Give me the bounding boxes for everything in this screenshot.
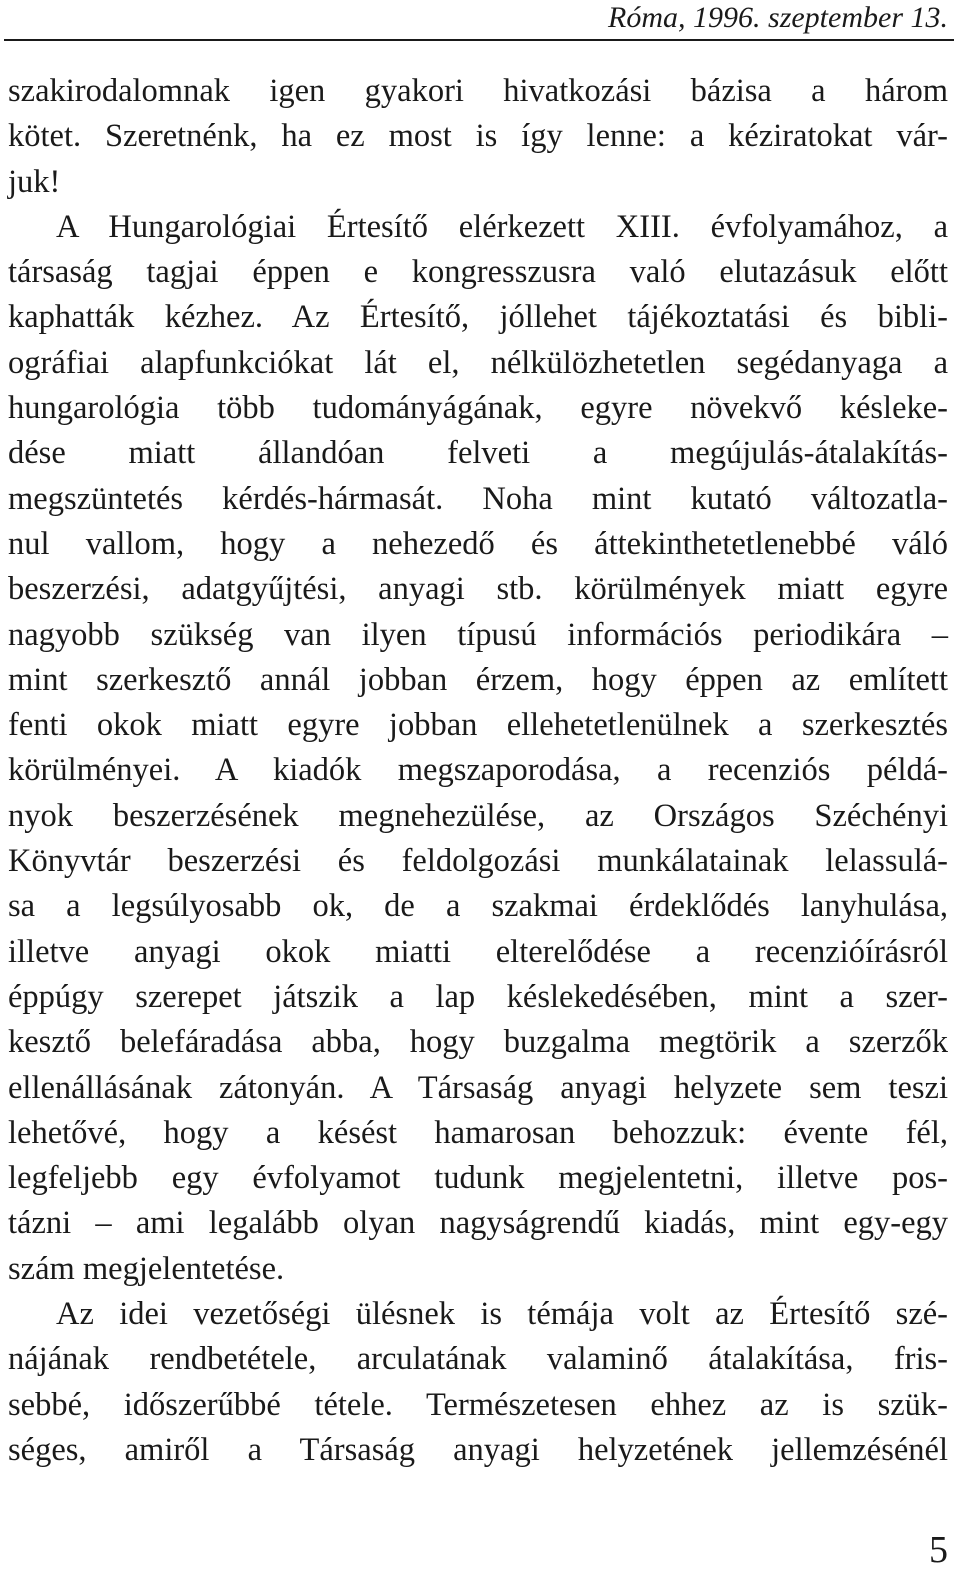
text-line: nyok beszerzésének megnehezülése, az Országos Széchényi xyxy=(8,797,948,834)
text-line: sa a legsúlyosabb ok, de a szakmai érdeklődés lanyhulása, xyxy=(8,888,948,925)
text-line: séges, amiről a Társaság anyagi helyzetének jellemzésénél xyxy=(8,1431,948,1468)
text-line: Az idei vezetőségi ülésnek is témája volt az Értesítő szé- xyxy=(56,1296,948,1333)
body-text xyxy=(8,69,948,1473)
text-line: mint szerkesztő annál jobban érzem, hogy éppen az említett xyxy=(8,661,948,698)
text-line: kesztő belefáradása abba, hogy buzgalma megtörik a szerzők xyxy=(8,1024,948,1061)
text-line: A Hungarológiai Értesítő elérkezett XIII. évfolyamához, a xyxy=(56,208,948,245)
paragraph-2 xyxy=(8,205,948,1292)
text-line: ográfiai alapfunkciókat lát el, nélkülözhetetlen segédanyaga a xyxy=(8,344,948,381)
text-line: sebbé, időszerűbbé tétele. Természetesen ehhez az is szük- xyxy=(8,1386,948,1423)
text-line: fenti okok miatt egyre jobban ellehetetlenülnek a szerkesztés xyxy=(8,707,948,744)
text-line: megszüntetés kérdés-hármasát. Noha mint kutató változatla- xyxy=(8,480,948,517)
text-line: dése miatt állandóan felveti a megújulás-átalakítás- xyxy=(8,435,948,472)
text-line: nagyobb szükség van ilyen típusú információs periodikára – xyxy=(8,616,948,653)
text-line: lehetővé, hogy a késést hamarosan behozzuk: évente fél, xyxy=(8,1114,948,1151)
text-line: nul vallom, hogy a nehezedő és áttekinthetetlenebbé váló xyxy=(8,525,948,562)
text-line: ellenállásának zátonyán. A Társaság anyagi helyzete sem teszi xyxy=(8,1069,948,1106)
text-line: illetve anyagi okok miatti elterelődése a recenzióírásról xyxy=(8,933,948,970)
page-number: 5 xyxy=(929,1529,948,1571)
text-line: hungarológia több tudományágának, egyre növekvő késleke- xyxy=(8,390,948,427)
text-line: Könyvtár beszerzési és feldolgozási munkálatainak lelassulá- xyxy=(8,843,948,880)
text-line: tázni – ami legalább olyan nagyságrendű kiadás, mint egy-egy xyxy=(8,1205,948,1242)
text-line: nájának rendbetétele, arculatának valaminő átalakítása, fris- xyxy=(8,1341,948,1378)
text-line: kaphatták kézhez. Az Értesítő, jóllehet tájékoztatási és bibli- xyxy=(8,299,948,336)
text-line: juk! xyxy=(8,163,61,200)
text-line: szám megjelentetése. xyxy=(8,1250,285,1287)
text-line: szakirodalomnak igen gyakori hivatkozási bázisa a három xyxy=(8,73,948,109)
text-line: kötet. Szeretnénk, ha ez most is így lenne: a kéziratokat vár- xyxy=(8,118,948,155)
text-line: beszerzési, adatgyűjtési, anyagi stb. körülmények miatt egyre xyxy=(8,571,948,608)
text-line: legfeljebb egy évfolyamot tudunk megjelentetni, illetve pos- xyxy=(8,1160,948,1197)
text-line: körülményei. A kiadók megszaporodása, a recenziós példá- xyxy=(8,752,948,789)
text-line: éppúgy szerepet játszik a lap késlekedésében, mint a szer- xyxy=(8,978,948,1015)
running-head: Róma, 1996. szeptember 13. xyxy=(608,1,948,34)
paragraph-3 xyxy=(8,1292,948,1473)
paragraph-1 xyxy=(8,69,948,205)
text-line: társaság tagjai éppen e kongresszusra való elutazásuk előtt xyxy=(8,254,948,291)
header-rule xyxy=(4,39,954,41)
